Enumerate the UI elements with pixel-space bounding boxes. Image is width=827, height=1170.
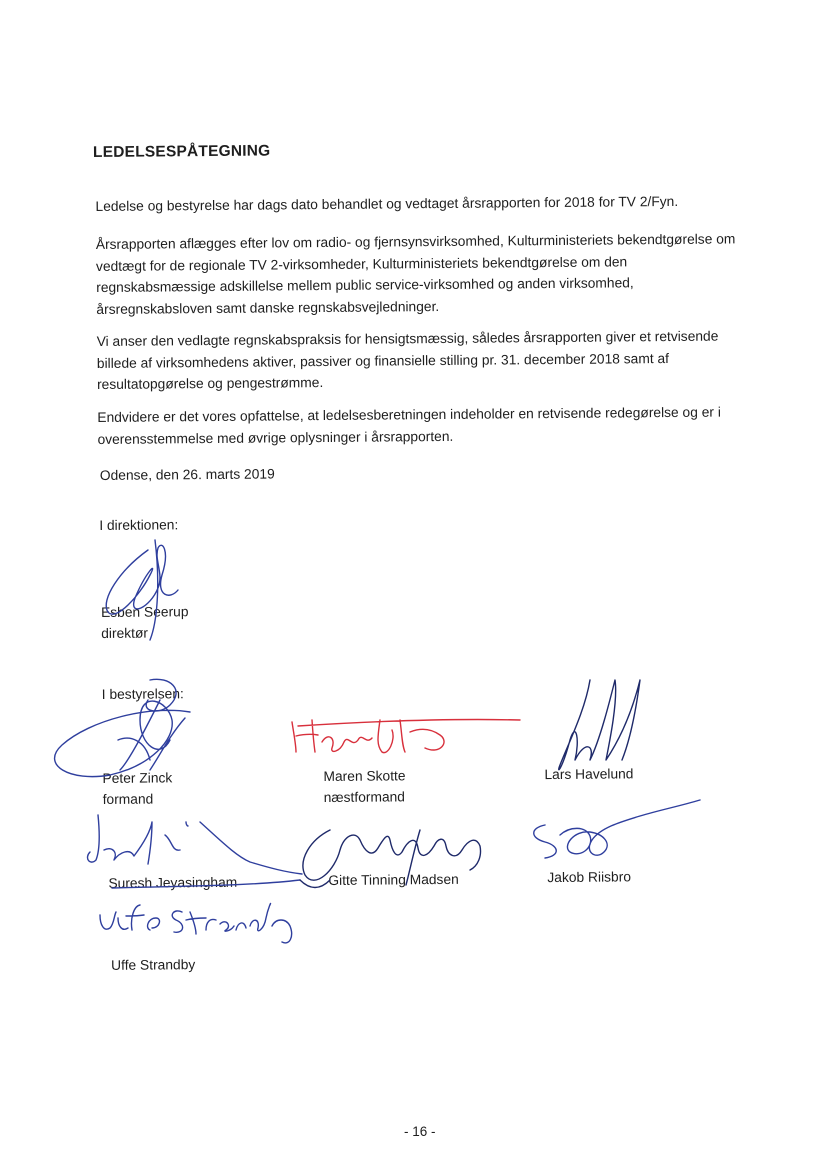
signatory-jakob-riisbro xyxy=(547,866,631,888)
signatory-suresh-jeyasingham xyxy=(108,872,237,894)
signatory-name: Jakob Riisbro xyxy=(547,869,632,886)
signatory-name: Uffe Strandby xyxy=(111,957,196,973)
signatory-role: formand xyxy=(102,791,154,807)
paragraph-3: Vi anser den vedlagte regnskabspraksis for hensigtsmæssig, således årsrapporten giver et retvisende billede af virksomhedens aktiver, passiver og finansielle stilling pr. 31. december 2018 samt af resultatopgørelse og pengestrømme. xyxy=(96,328,719,392)
signatory-name: Suresh Jeyasingham xyxy=(108,874,238,891)
signatory-peter-zinck xyxy=(102,767,172,810)
signatory-name: Maren Skotte xyxy=(323,768,406,785)
signatory-uffe-strandby xyxy=(111,954,195,976)
board-label: I bestyrelsen: xyxy=(101,686,184,702)
signatory-name: Gitte Tinning Madsen xyxy=(328,871,459,888)
signatory-name: Peter Zinck xyxy=(102,770,173,786)
date-line: Odense, den 26. marts 2019 xyxy=(99,466,275,483)
paragraph-2: Årsrapporten aflægges efter lov om radio- og fjernsynsvirksomhed, Kulturministeriets bekendtgørelse om vedtægt for de regionale TV 2-virksomheder, Kulturministeriets bekendtgørelse om den regnskabsmæssige adskillelse mellem public service-virksomhed og anden virksomhed, årsregnskabsloven samt danske regnskabsvejledninger. xyxy=(95,231,736,317)
signatory-role: næstformand xyxy=(323,789,406,806)
signatory-name: Lars Havelund xyxy=(544,766,634,783)
signatory-lars-havelund xyxy=(544,763,633,785)
signatory-role: direktør xyxy=(101,625,149,641)
signatory-name: Esben Seerup xyxy=(100,604,189,620)
direction-label: I direktionen: xyxy=(99,517,179,533)
page-number: - 16 - xyxy=(404,1124,436,1139)
page-title: LEDELSESPÅTEGNING xyxy=(92,142,271,162)
paragraph-1: Ledelse og bestyrelse har dags dato behandlet og vedtaget årsrapporten for 2018 for TV 2/Fyn. xyxy=(95,193,679,214)
signatory-esben-seerup xyxy=(101,601,189,644)
signatory-gitte-tinning-madsen xyxy=(328,869,459,891)
signatory-maren-skotte xyxy=(323,765,405,808)
paragraph-4: Endvidere er det vores opfattelse, at ledelsesberetningen indeholder en retvisende redegørelse og er i overensstemmelse med øvrige oplysninger i årsrapporten. xyxy=(97,404,721,447)
